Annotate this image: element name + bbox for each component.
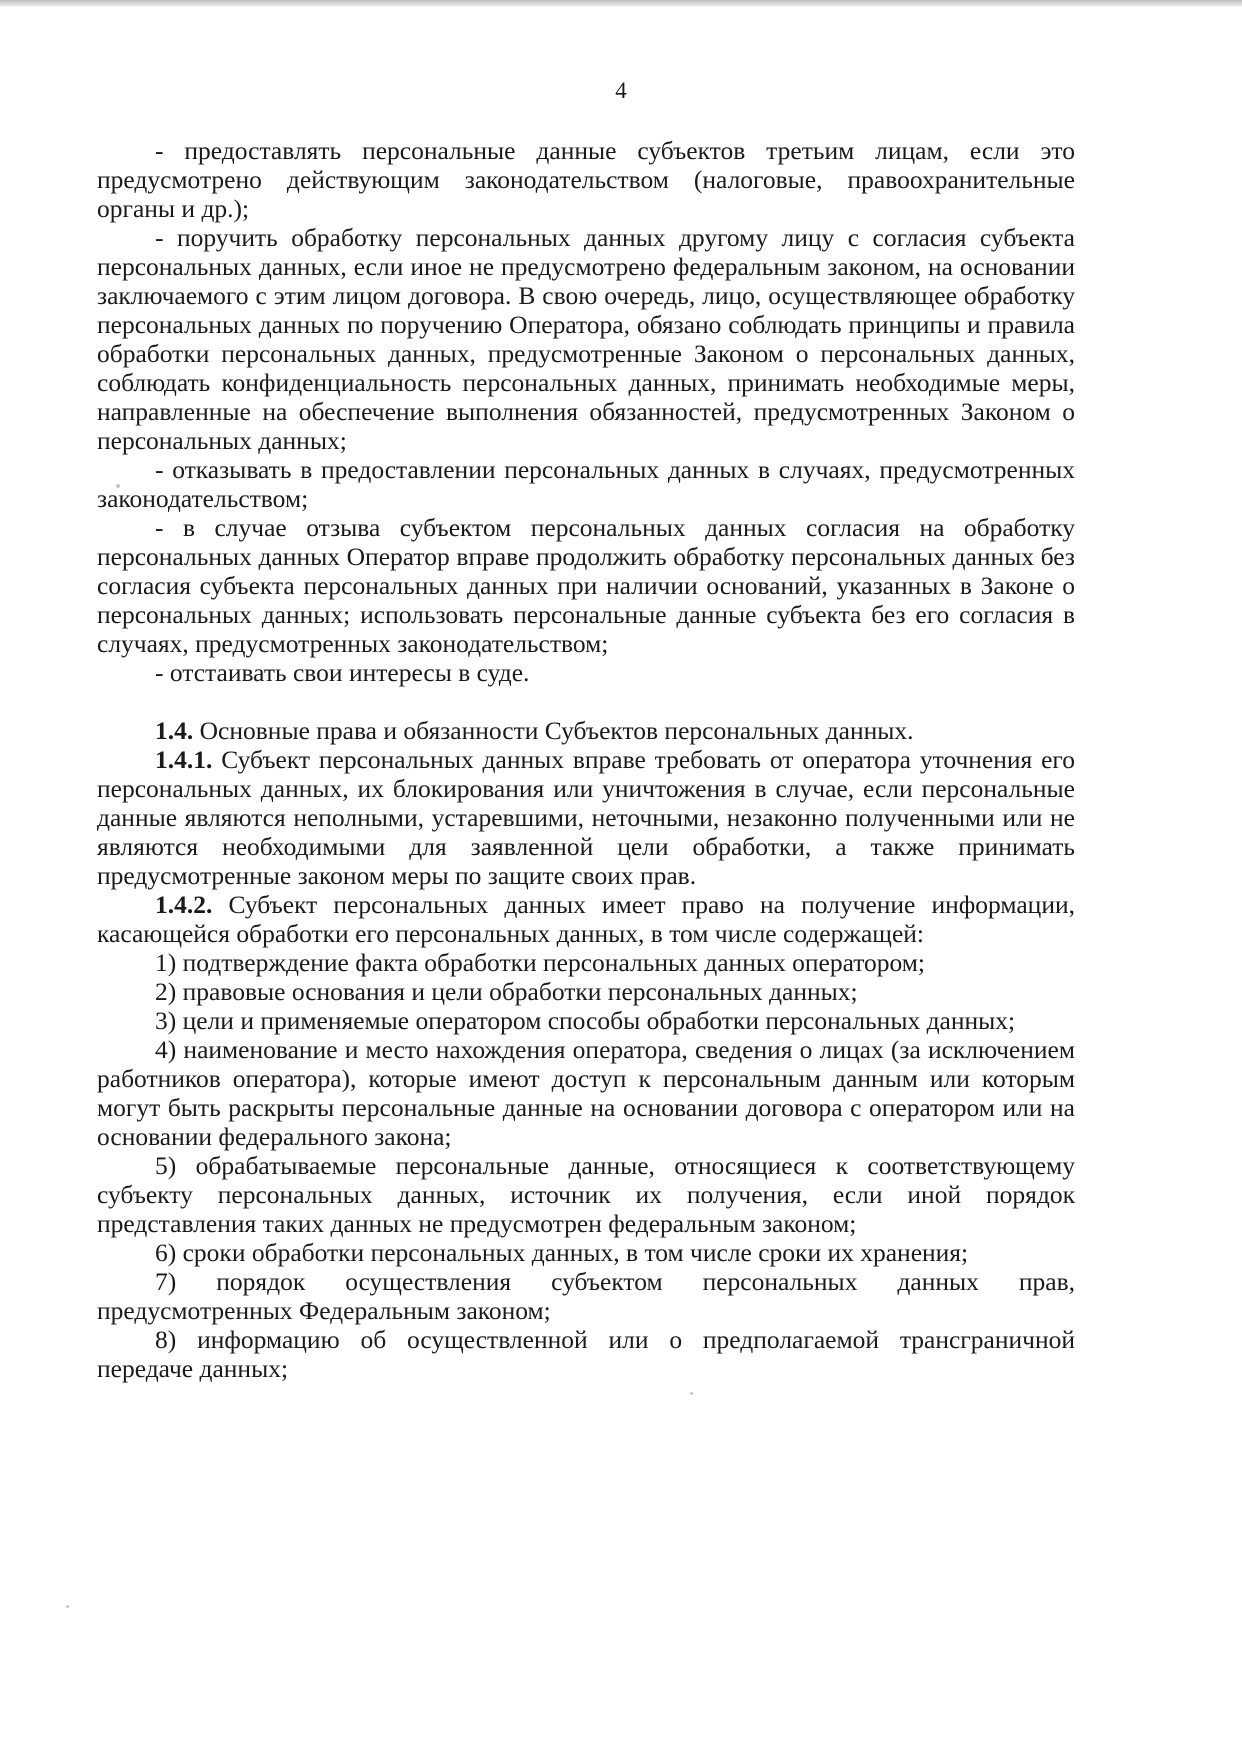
- paragraph: - отстаивать свои интересы в суде.: [155, 658, 530, 687]
- section-heading: 1.4. Основные права и обязанности Субъектов персональных данных.: [155, 716, 914, 745]
- paragraph: - предоставлять персональные данные субъектов третьим лицам, если это предусмотрено действующим законодательством (налоговые, правоохранительные органы и др.);: [97, 136, 1075, 223]
- paragraph: - в случае отзыва субъектом персональных данных согласия на обработку персональных данных Оператор вправе продолжить обработку персональных данных без согласия субъекта персональных данных при наличии оснований, указанных в Законе о персональных данных; использовать персональные данные субъекта без его согласия в случаях, предусмотренных законодательством;: [97, 513, 1075, 658]
- list-item: 6) сроки обработки персональных данных, в том числе сроки их хранения;: [155, 1238, 969, 1267]
- section-number: 1.4.2.: [155, 890, 213, 919]
- section-number: 1.4.1.: [155, 745, 213, 774]
- paragraph: 1.4.2. Субъект персональных данных имеет право на получение информации, касающейся обработки его персональных данных, в том числе содержащей:: [97, 890, 1075, 948]
- scan-speck: [690, 1392, 693, 1395]
- list-item: 8) информацию об осуществленной или о предполагаемой трансграничной передаче данных;: [97, 1325, 1075, 1383]
- list-item: 4) наименование и место нахождения оператора, сведения о лицах (за исключением работников оператора), которые имеют доступ к персональным данным или которым могут быть раскрыты персональные данные на основании договора с оператором или на основании федерального закона;: [97, 1035, 1075, 1151]
- paragraph: - отказывать в предоставлении персональных данных в случаях, предусмотренных законодательством;: [97, 455, 1075, 513]
- paragraph: - поручить обработку персональных данных другому лицу с согласия субъекта персональных данных, если иное не предусмотрено федеральным законом, на основании заключаемого с этим лицом договора. В свою очередь, лицо, осуществляющее обработку персональных данных по поручению Оператора, обязано соблюдать принципы и правила обработки персональных данных, предусмотренные Законом о персональных данных, соблюдать конфиденциальность персональных данных, принимать необходимые меры, направленные на обеспечение выполнения обязанностей, предусмотренных Законом о персональных данных;: [97, 223, 1075, 455]
- list-item: 5) обрабатываемые персональные данные, относящиеся к соответствующему субъекту персональных данных, источник их получения, если иной порядок представления таких данных не предусмотрен федеральным законом;: [97, 1151, 1075, 1238]
- paragraph: 1.4.1. Субъект персональных данных вправе требовать от оператора уточнения его персональных данных, их блокирования или уничтожения в случае, если персональные данные являются неполными, устаревшими, неточными, незаконно полученными или не являются необходимыми для заявленной цели обработки, а также принимать предусмотренные законом меры по защите своих прав.: [97, 745, 1075, 890]
- list-item: 7) порядок осуществления субъектом персональных данных прав, предусмотренных Федеральным законом;: [97, 1267, 1075, 1325]
- document-body: [97, 136, 1075, 1383]
- page-number: 4: [615, 78, 627, 103]
- scan-speck: [66, 1605, 69, 1608]
- section-number: 1.4.: [155, 716, 194, 745]
- scan-top-edge: [0, 0, 1242, 7]
- list-item: 2) правовые основания и цели обработки персональных данных;: [155, 977, 858, 1006]
- list-item: 3) цели и применяемые оператором способы обработки персональных данных;: [155, 1006, 1016, 1035]
- list-item: 1) подтверждение факта обработки персональных данных оператором;: [155, 948, 926, 977]
